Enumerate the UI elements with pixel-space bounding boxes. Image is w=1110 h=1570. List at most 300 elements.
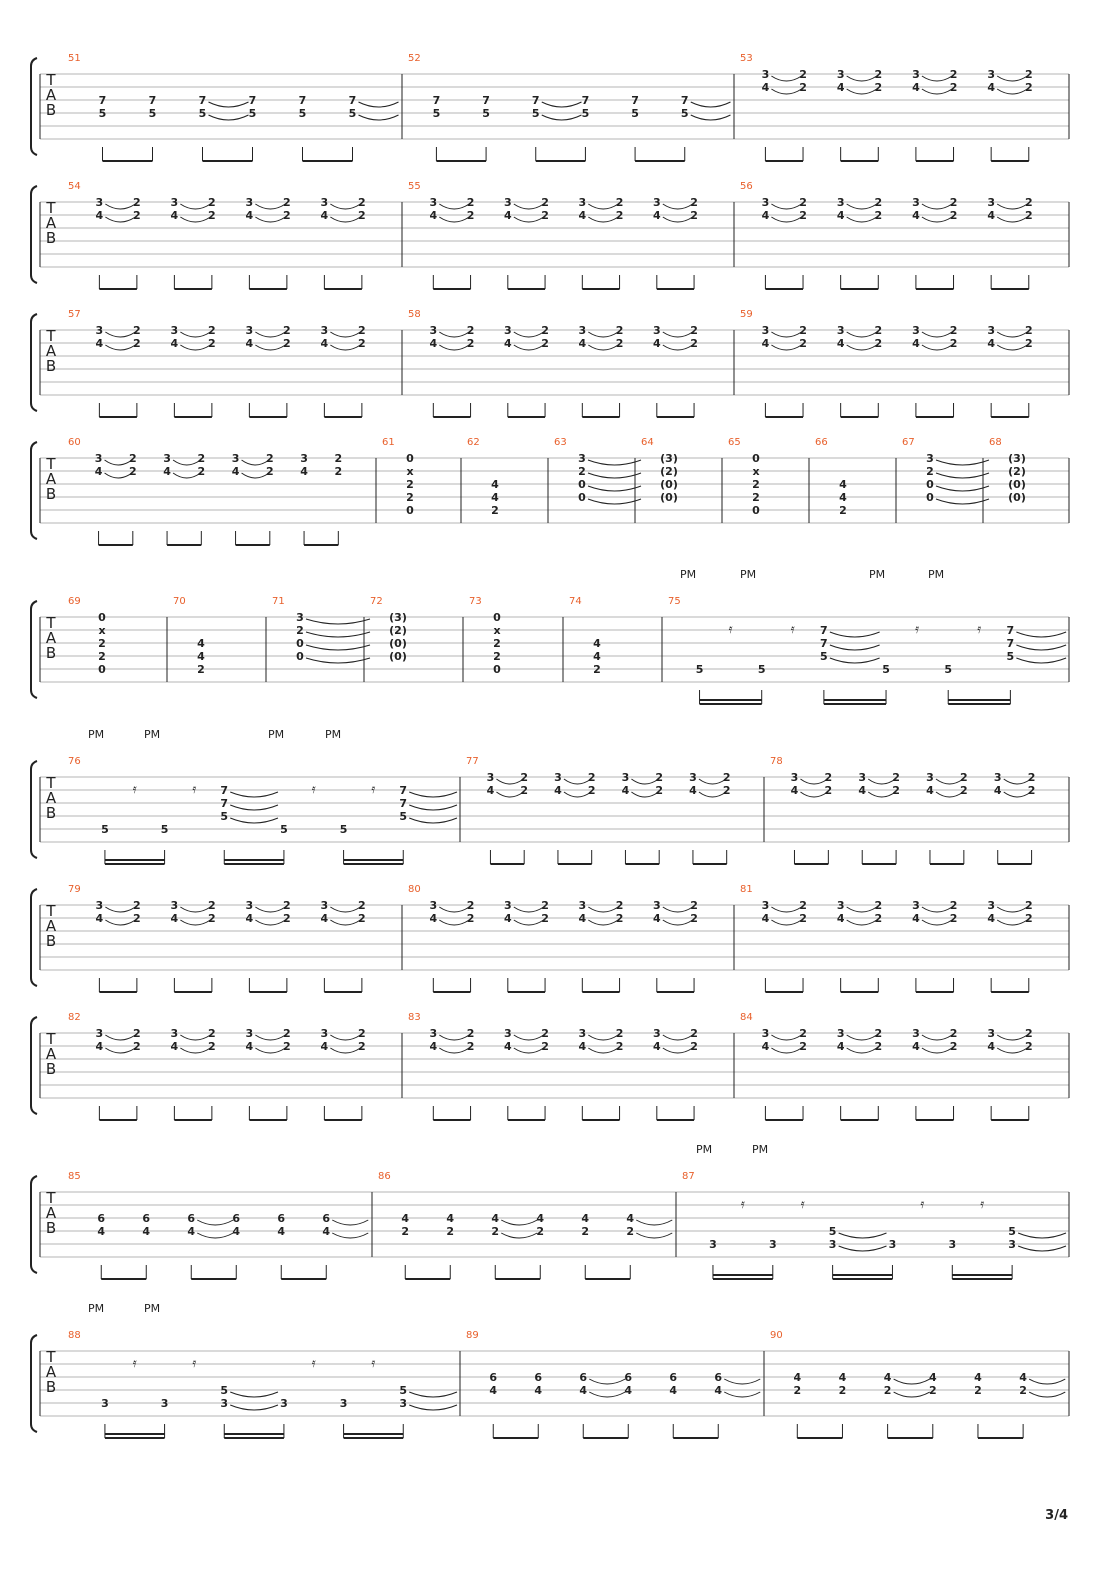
- fret-number: 2: [949, 899, 958, 912]
- fret-number: 7: [220, 797, 229, 810]
- fret-number: 3: [912, 899, 920, 912]
- measure-number: 62: [467, 437, 480, 448]
- tie-arc: [514, 907, 544, 912]
- tie-arc: [542, 102, 582, 107]
- fret-number: 2: [838, 1384, 847, 1397]
- palm-mute-label: PM: [695, 1143, 713, 1156]
- fret-number: 5: [101, 823, 109, 836]
- fret-number: 2: [874, 1040, 883, 1053]
- tie-arc: [847, 1035, 877, 1040]
- staff-system: [31, 568, 1069, 704]
- fret-number: 4: [858, 784, 867, 797]
- fret-number: 2: [690, 899, 698, 912]
- fret-number: 4: [974, 1371, 982, 1384]
- fret-number: 2: [949, 1040, 958, 1053]
- fret-number: 7: [820, 637, 828, 650]
- tie-arc: [922, 345, 952, 350]
- fret-number: 4: [536, 1212, 545, 1225]
- tie-arc: [173, 460, 200, 465]
- fret-number: 7: [680, 94, 689, 107]
- tie-arc: [847, 920, 877, 925]
- fret-number: 4: [714, 1384, 723, 1397]
- fret-number: 5: [98, 107, 107, 120]
- measure-number: 61: [382, 437, 395, 448]
- tie-arc: [173, 473, 200, 478]
- fret-number: 2: [128, 452, 137, 465]
- fret-number: 0: [926, 478, 934, 491]
- fret-number: (2): [1008, 465, 1026, 478]
- tie-arc: [197, 1220, 233, 1225]
- tie-arc: [588, 345, 618, 350]
- fret-number: 4: [1019, 1371, 1027, 1384]
- fret-number: 0: [296, 637, 304, 650]
- fret-number: 2: [960, 771, 968, 784]
- fret-number: 3: [987, 196, 995, 209]
- system-bracket: [31, 186, 37, 283]
- fret-number: 2: [874, 324, 883, 337]
- tie-arc: [330, 345, 360, 350]
- tie-arc: [936, 460, 989, 465]
- fret-number: 2: [824, 771, 833, 784]
- fret-number: 7: [1006, 624, 1015, 637]
- fret-number: 5: [820, 650, 828, 663]
- fret-number: 2: [690, 337, 698, 350]
- tie-arc: [588, 473, 641, 478]
- tie-arc: [771, 76, 801, 81]
- system-bracket: [31, 761, 37, 858]
- fret-number: 3: [245, 196, 254, 209]
- tie-arc: [514, 920, 544, 925]
- fret-number: 2: [799, 196, 807, 209]
- fret-number: 2: [874, 912, 883, 925]
- staff-system: [31, 309, 1069, 417]
- fret-number: 3: [652, 1027, 661, 1040]
- tab-clef-letter: B: [45, 485, 57, 503]
- tab-clef-letter: B: [45, 1378, 57, 1396]
- fret-number: 3: [578, 324, 587, 337]
- fret-number: 3: [320, 899, 329, 912]
- fret-number: (0): [389, 637, 407, 650]
- fret-number: 5: [695, 663, 704, 676]
- measure-number: 57: [68, 309, 81, 320]
- fret-number: 2: [133, 899, 141, 912]
- fret-number: 2: [892, 784, 900, 797]
- fret-number: 2: [722, 784, 731, 797]
- tie-arc: [589, 1379, 625, 1384]
- tab-clef-letter: A: [45, 86, 57, 104]
- tie-arc: [105, 460, 132, 465]
- tie-arc: [771, 89, 801, 94]
- fret-number: 4: [97, 1225, 106, 1238]
- fret-number: 3: [503, 1027, 512, 1040]
- fret-number: 3: [828, 1238, 837, 1251]
- fret-number: 2: [874, 337, 883, 350]
- tie-arc: [922, 920, 952, 925]
- fret-number: 4: [170, 1040, 179, 1053]
- tie-arc: [359, 115, 399, 120]
- fret-number: 2: [520, 771, 529, 784]
- fret-number: 3: [926, 452, 934, 465]
- sixteenth-rest: 𝄿: [920, 1197, 925, 1212]
- fret-number: 5: [432, 107, 441, 120]
- fret-number: 3: [768, 1238, 777, 1251]
- fret-number: 7: [432, 94, 441, 107]
- fret-number: 7: [248, 94, 257, 107]
- fret-number: 3: [836, 899, 845, 912]
- tie-arc: [636, 1233, 672, 1238]
- fret-number: 4: [429, 209, 438, 222]
- fret-number: 7: [531, 94, 540, 107]
- fret-number: 5: [531, 107, 540, 120]
- tab-clef-letter: T: [46, 455, 56, 473]
- fret-number: 2: [752, 491, 760, 504]
- system-bracket: [31, 1017, 37, 1114]
- fret-number: 2: [208, 196, 216, 209]
- palm-mute-label: PM: [739, 568, 757, 581]
- tie-arc: [439, 345, 469, 350]
- fret-number: 6: [579, 1371, 588, 1384]
- fret-number: 4: [839, 478, 847, 491]
- fret-number: 4: [912, 1040, 920, 1053]
- measure-number: 64: [641, 437, 654, 448]
- measure-number: 73: [469, 596, 482, 607]
- fret-number: 7: [220, 784, 229, 797]
- fret-number: 0: [752, 504, 760, 517]
- tab-clef-letter: A: [45, 917, 57, 935]
- fret-number: 2: [949, 68, 958, 81]
- fret-number: 5: [339, 823, 348, 836]
- tab-clef-letter: A: [45, 470, 57, 488]
- tab-clef-letter: B: [45, 644, 57, 662]
- fret-number: 2: [1027, 771, 1036, 784]
- fret-number: 3: [245, 1027, 254, 1040]
- system-bracket: [31, 601, 37, 698]
- fret-number: 2: [793, 1384, 802, 1397]
- tie-arc: [771, 345, 801, 350]
- tie-arc: [230, 792, 278, 797]
- fret-number: 2: [358, 1027, 366, 1040]
- tie-arc: [724, 1379, 760, 1384]
- fret-number: 2: [874, 196, 883, 209]
- fret-number: 4: [503, 209, 512, 222]
- fret-number: 3: [761, 196, 770, 209]
- fret-number: 6: [322, 1212, 331, 1225]
- tie-arc: [997, 332, 1027, 337]
- fret-number: 4: [987, 81, 995, 94]
- fret-number: 2: [466, 1040, 475, 1053]
- sixteenth-rest: 𝄿: [371, 1356, 376, 1371]
- fret-number: 4: [761, 912, 770, 925]
- fret-number: 3: [101, 1397, 109, 1410]
- measure-number: 81: [740, 884, 753, 895]
- tie-arc: [514, 1035, 544, 1040]
- tie-arc: [922, 204, 952, 209]
- measure-number: 69: [68, 596, 81, 607]
- sixteenth-rest: 𝄿: [980, 1197, 985, 1212]
- tab-clef-letter: B: [45, 932, 57, 950]
- measure-number: 89: [466, 1330, 479, 1341]
- fret-number: 7: [631, 94, 639, 107]
- fret-number: 2: [283, 324, 291, 337]
- tie-arc: [997, 907, 1027, 912]
- fret-number: 3: [987, 68, 995, 81]
- fret-number: 3: [170, 324, 179, 337]
- fret-number: 5: [757, 663, 766, 676]
- tie-arc: [514, 204, 544, 209]
- fret-number: 0: [578, 478, 586, 491]
- fret-number: 4: [669, 1384, 678, 1397]
- fret-number: 2: [197, 663, 205, 676]
- fret-number: 5: [1008, 1225, 1016, 1238]
- fret-number: 2: [491, 504, 499, 517]
- fret-number: 7: [581, 94, 590, 107]
- fret-number: 2: [133, 337, 141, 350]
- fret-number: 3: [429, 1027, 438, 1040]
- fret-number: 5: [148, 107, 157, 120]
- fret-number: 2: [466, 196, 475, 209]
- tie-arc: [180, 907, 210, 912]
- fret-number: 4: [987, 1040, 995, 1053]
- tie-arc: [771, 1048, 801, 1053]
- tie-arc: [197, 1233, 233, 1238]
- fret-number: (0): [660, 491, 678, 504]
- fret-number: 4: [489, 1384, 498, 1397]
- measure-number: 90: [770, 1330, 783, 1341]
- tie-arc: [663, 345, 693, 350]
- tie-arc: [105, 473, 132, 478]
- sixteenth-rest: 𝄿: [192, 782, 197, 797]
- fret-number: 7: [399, 784, 408, 797]
- tie-arc: [588, 499, 641, 504]
- fret-number: 2: [208, 1027, 216, 1040]
- fret-number: 4: [621, 784, 630, 797]
- sixteenth-rest: 𝄿: [800, 1197, 805, 1212]
- fret-number: 0: [493, 663, 501, 676]
- tab-clef-letter: B: [45, 1060, 57, 1078]
- fret-number: 2: [874, 81, 883, 94]
- fret-number: 2: [1024, 912, 1033, 925]
- fret-number: 2: [133, 196, 141, 209]
- system-bracket: [31, 314, 37, 411]
- tie-arc: [922, 89, 952, 94]
- fret-number: 2: [1019, 1384, 1027, 1397]
- fret-number: 2: [690, 912, 698, 925]
- tie-arc: [830, 658, 880, 663]
- fret-number: 2: [541, 196, 549, 209]
- page-number: 3/4: [1045, 1508, 1068, 1523]
- fret-number: 3: [320, 324, 329, 337]
- measure-number: 67: [902, 437, 915, 448]
- fret-number: 2: [1024, 209, 1033, 222]
- fret-number: 4: [579, 1384, 588, 1397]
- tab-clef-letter: T: [46, 902, 56, 920]
- fret-number: 2: [1024, 324, 1033, 337]
- tab-clef-letter: A: [45, 1204, 57, 1222]
- fret-number: 2: [265, 452, 274, 465]
- tie-arc: [255, 907, 285, 912]
- measure-number: 55: [408, 181, 421, 192]
- tie-arc: [997, 920, 1027, 925]
- fret-number: 2: [593, 663, 601, 676]
- fret-number: 3: [836, 1027, 845, 1040]
- fret-number: 3: [836, 324, 845, 337]
- fret-number: 3: [709, 1238, 717, 1251]
- fret-number: 2: [466, 899, 475, 912]
- measure-number: 60: [68, 437, 81, 448]
- tie-arc: [868, 779, 895, 784]
- tie-arc: [255, 345, 285, 350]
- tab-clef-letter: B: [45, 357, 57, 375]
- fret-number: 4: [581, 1212, 590, 1225]
- fret-number: (2): [389, 624, 407, 637]
- fret-number: 3: [339, 1397, 348, 1410]
- fret-number: 3: [578, 452, 586, 465]
- fret-number: 6: [232, 1212, 241, 1225]
- tie-arc: [180, 332, 210, 337]
- fret-number: (2): [660, 465, 678, 478]
- fret-number: 2: [655, 771, 664, 784]
- fret-number: 7: [1006, 637, 1015, 650]
- measure-number: 72: [370, 596, 383, 607]
- fret-number: 2: [466, 324, 475, 337]
- measure-number: 88: [68, 1330, 81, 1341]
- fret-number: 2: [799, 81, 807, 94]
- tie-arc: [847, 345, 877, 350]
- tie-arc: [724, 1392, 760, 1397]
- tab-clef-letter: A: [45, 629, 57, 647]
- fret-number: 4: [593, 637, 601, 650]
- fret-number: 2: [949, 324, 958, 337]
- tab-clef-letter: A: [45, 1045, 57, 1063]
- fret-number: 2: [578, 465, 586, 478]
- fret-number: 3: [163, 452, 171, 465]
- measure-number: 58: [408, 309, 421, 320]
- fret-number: 2: [874, 68, 883, 81]
- fret-number: 3: [95, 899, 104, 912]
- fret-number: 6: [534, 1371, 543, 1384]
- fret-number: 4: [926, 784, 934, 797]
- tie-arc: [771, 204, 801, 209]
- fret-number: 4: [836, 209, 845, 222]
- fret-number: 4: [928, 1371, 937, 1384]
- fret-number: 4: [652, 337, 661, 350]
- tie-arc: [588, 332, 618, 337]
- tie-arc: [771, 920, 801, 925]
- fret-number: (3): [660, 452, 678, 465]
- fret-number: 4: [993, 784, 1002, 797]
- fret-number: 3: [858, 771, 867, 784]
- fret-number: 2: [208, 1040, 216, 1053]
- fret-number: 3: [912, 324, 920, 337]
- tab-clef-letter: T: [46, 327, 56, 345]
- fret-number: (0): [1008, 491, 1026, 504]
- fret-number: 2: [926, 465, 934, 478]
- fret-number: 5: [298, 107, 307, 120]
- tie-arc: [936, 779, 963, 784]
- measure-number: 74: [569, 596, 582, 607]
- tie-arc: [330, 920, 360, 925]
- palm-mute-label: PM: [927, 568, 945, 581]
- fret-number: 3: [912, 68, 920, 81]
- tab-clef-letter: T: [46, 614, 56, 632]
- fret-number: 6: [669, 1371, 678, 1384]
- fret-number: 4: [761, 81, 770, 94]
- fret-number: 4: [429, 912, 438, 925]
- fret-number: 2: [949, 337, 958, 350]
- tie-arc: [255, 332, 285, 337]
- fret-number: 7: [98, 94, 107, 107]
- fret-number: 0: [406, 452, 414, 465]
- tie-arc: [588, 1048, 618, 1053]
- tie-arc: [180, 345, 210, 350]
- fret-number: 2: [491, 1225, 500, 1238]
- sixteenth-rest: 𝄿: [311, 1356, 316, 1371]
- fret-number: 2: [541, 324, 549, 337]
- fret-number: 2: [690, 1027, 698, 1040]
- fret-number: x: [98, 624, 106, 637]
- fret-number: 2: [446, 1225, 455, 1238]
- tie-arc: [330, 907, 360, 912]
- fret-number: 3: [987, 899, 995, 912]
- fret-number: 2: [1024, 81, 1033, 94]
- tie-arc: [514, 217, 544, 222]
- tab-clef-letter: T: [46, 1030, 56, 1048]
- tie-arc: [588, 204, 618, 209]
- measure-number: 66: [815, 437, 828, 448]
- tie-arc: [330, 204, 360, 209]
- fret-number: 7: [298, 94, 307, 107]
- fret-number: 4: [912, 912, 920, 925]
- fret-number: 4: [95, 1040, 104, 1053]
- fret-number: 2: [928, 1384, 937, 1397]
- fret-number: 2: [1027, 784, 1036, 797]
- fret-number: 4: [578, 1040, 587, 1053]
- fret-number: 2: [98, 650, 106, 663]
- tab-clef-letter: T: [46, 1348, 56, 1366]
- tie-arc: [105, 1048, 135, 1053]
- fret-number: 5: [882, 663, 890, 676]
- tie-arc: [663, 907, 693, 912]
- fret-number: 6: [624, 1371, 633, 1384]
- fret-number: 4: [95, 912, 104, 925]
- fret-number: 5: [482, 107, 490, 120]
- fret-number: 4: [486, 784, 495, 797]
- fret-number: 6: [187, 1212, 196, 1225]
- fret-number: 2: [799, 68, 807, 81]
- tie-arc: [409, 1392, 457, 1397]
- fret-number: 5: [280, 823, 288, 836]
- fret-number: 2: [358, 196, 366, 209]
- tab-clef-letter: A: [45, 214, 57, 232]
- fret-number: 4: [322, 1225, 331, 1238]
- fret-number: 2: [358, 912, 366, 925]
- tie-arc: [922, 1035, 952, 1040]
- fret-number: 2: [892, 771, 900, 784]
- fret-number: 5: [581, 107, 590, 120]
- tie-arc: [255, 1048, 285, 1053]
- fret-number: 2: [208, 209, 216, 222]
- tie-arc: [936, 499, 989, 504]
- tie-arc: [894, 1392, 930, 1397]
- fret-number: 4: [245, 209, 254, 222]
- tie-arc: [105, 345, 135, 350]
- tie-arc: [847, 76, 877, 81]
- fret-number: 3: [300, 452, 308, 465]
- sixteenth-rest: 𝄿: [311, 782, 316, 797]
- fret-number: 2: [960, 784, 968, 797]
- tie-arc: [439, 204, 469, 209]
- fret-number: 2: [690, 324, 698, 337]
